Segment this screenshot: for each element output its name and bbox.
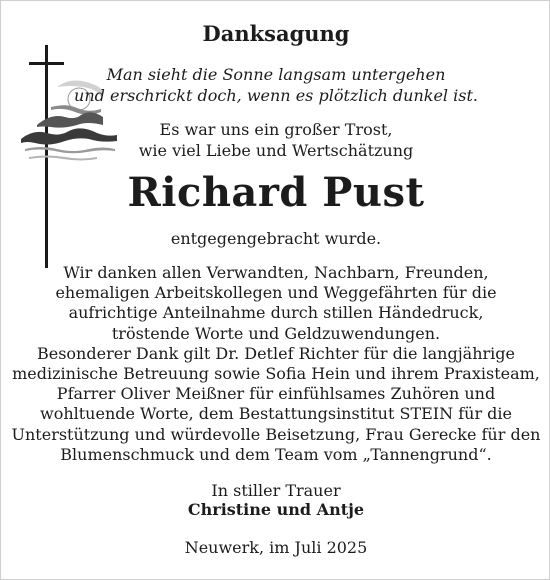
body-line: ehemaligen Arbeitskollegen und Weggefährten für die bbox=[55, 283, 497, 303]
verse bbox=[1, 64, 550, 106]
thanks-body bbox=[1, 263, 550, 465]
deceased-name: Richard Pust bbox=[127, 169, 425, 216]
body-line: Unterstützung und würdevolle Beisetzung, Frau Gerecke für den bbox=[11, 424, 541, 444]
body-line: tröstende Worte und Geldzuwendungen. bbox=[111, 323, 441, 343]
intro-line: Es war uns ein großer Trost, bbox=[159, 120, 393, 139]
verse-line: und erschrickt doch, wenn es plötzlich dunkel ist. bbox=[74, 86, 478, 105]
body-line: Wir danken allen Verwandten, Nachbarn, Freunden, bbox=[63, 263, 489, 282]
body-line: Pfarrer Oliver Meißner für einfühlsames Zuhören und bbox=[56, 384, 496, 404]
body-line: wohltuende Worte, dem Bestattungsinstitut STEIN für die bbox=[40, 404, 512, 424]
body-line: aufrichtige Anteilnahme durch stillen Händedruck, bbox=[68, 303, 484, 323]
body-line: Besonderer Dank gilt Dr. Detlef Richter für die langjährige bbox=[36, 343, 515, 363]
body-line: Blumenschmuck und dem Team vom „Tannengrund“. bbox=[60, 444, 492, 464]
body-line: medizinische Betreuung sowie Sofia Hein und ihrem Praxisteam, bbox=[12, 364, 540, 384]
intro-text bbox=[1, 119, 550, 161]
place-date: Neuwerk, im Juli 2025 bbox=[184, 538, 368, 557]
signature-intro: In stiller Trauer bbox=[211, 481, 341, 500]
after-name-text: entgegengebracht wurde. bbox=[170, 229, 382, 248]
intro-line: wie viel Liebe und Wertschätzung bbox=[138, 141, 414, 160]
verse-line: Man sieht die Sonne langsam untergehen bbox=[106, 65, 446, 84]
notice-title: Danksagung bbox=[202, 21, 350, 46]
signature-names: Christine und Antje bbox=[187, 500, 365, 519]
